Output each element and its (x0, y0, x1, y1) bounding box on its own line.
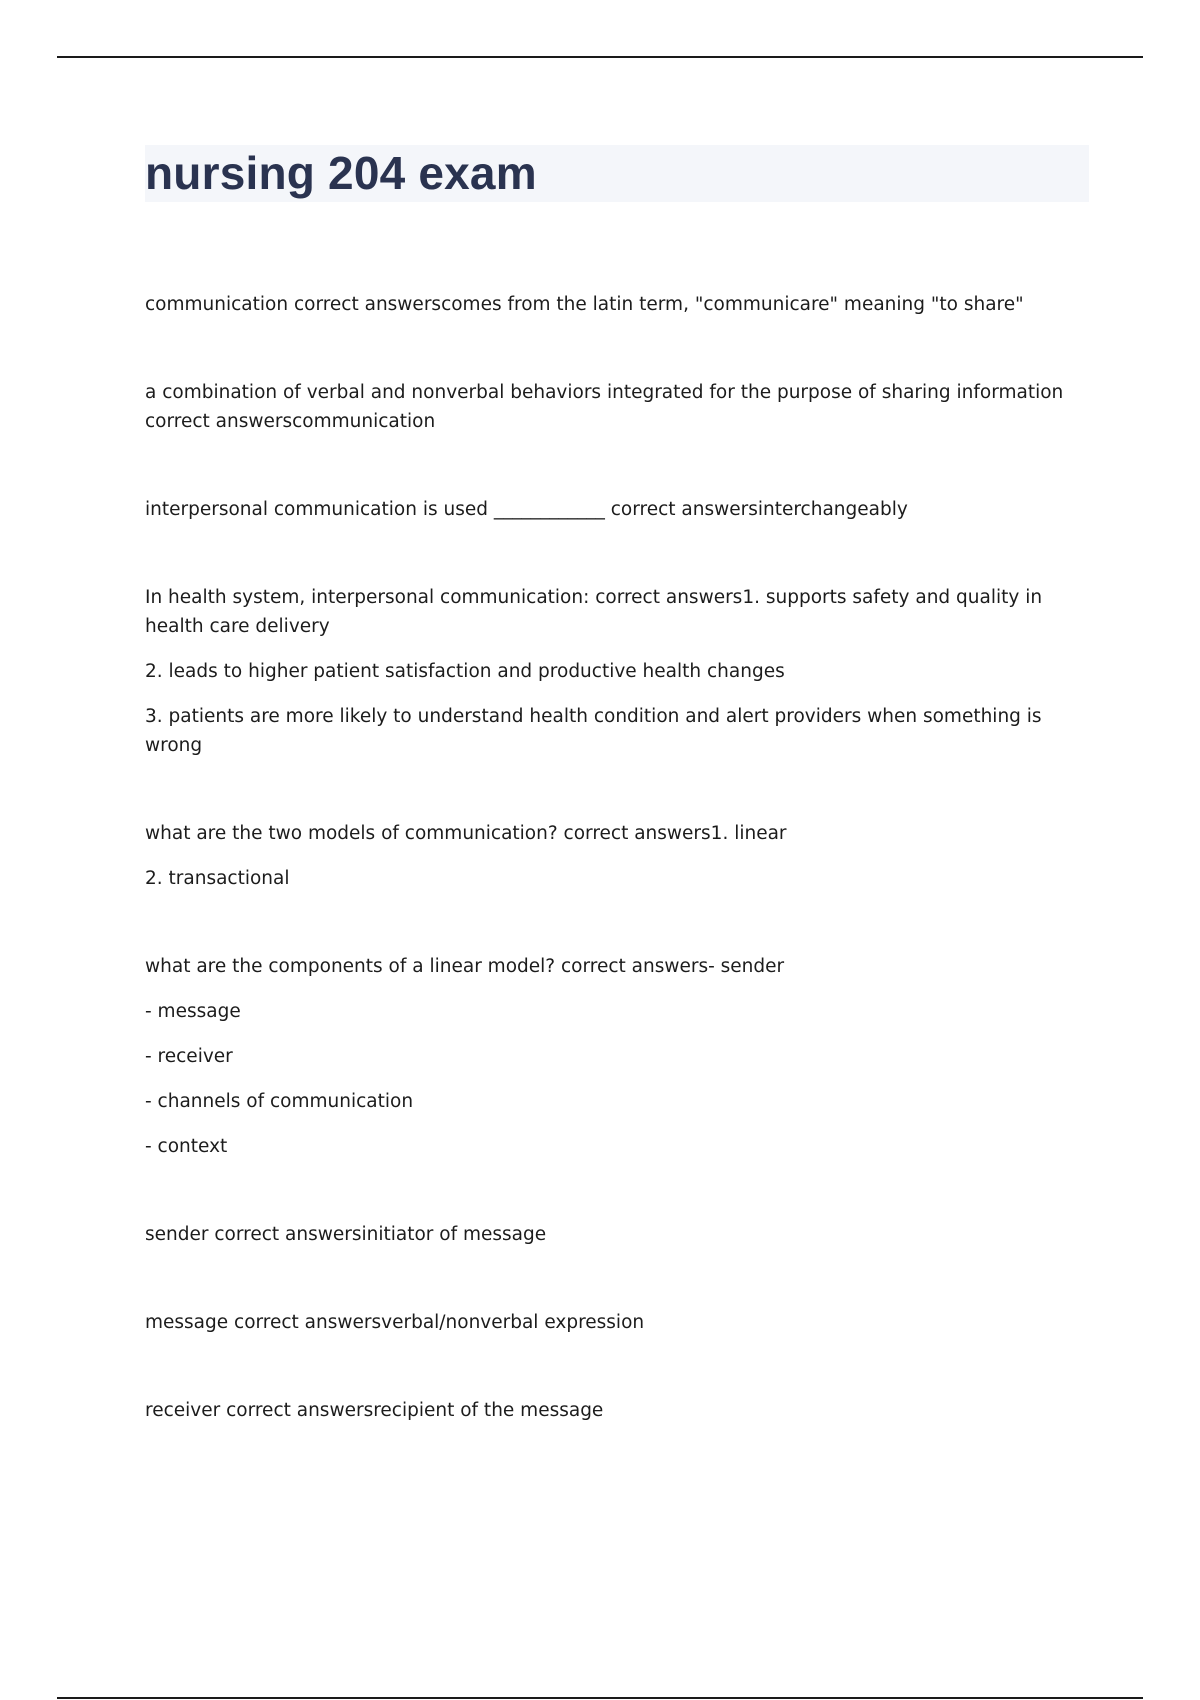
entry-line: what are the two models of communication? correct answers1. linear (145, 823, 787, 844)
entry-line: a combination of verbal and nonverbal behaviors integrated for the purpose of sharing information correct answerscommunication (145, 382, 1064, 432)
entry-line: - receiver (145, 1046, 233, 1067)
entry-line: receiver correct answersrecipient of the message (145, 1400, 604, 1421)
entry-line: 2. transactional (145, 868, 290, 889)
entry-line: message correct answersverbal/nonverbal expression (145, 1312, 645, 1333)
entry-line: communication correct answerscomes from the latin term, "communicare" meaning "to share" (145, 294, 1024, 315)
entry-line: - channels of communication (145, 1091, 414, 1112)
bottom-rule (57, 1697, 1143, 1699)
top-rule (57, 56, 1143, 58)
qa-entry (145, 1396, 1085, 1425)
entry-line: - message (145, 1001, 241, 1022)
qa-entry (145, 1308, 1085, 1337)
entry-line: sender correct answersinitiator of message (145, 1224, 547, 1245)
qa-entry (145, 495, 1085, 524)
qa-entry (145, 1220, 1085, 1249)
entry-line: - context (145, 1136, 228, 1157)
entry-line: In health system, interpersonal communication: correct answers1. supports safety and quality in health care delivery (145, 587, 1043, 637)
document-title: nursing 204 exam (145, 147, 537, 199)
qa-entry (145, 952, 1085, 1161)
qa-entry (145, 583, 1085, 760)
qa-entry (145, 819, 1085, 893)
qa-entry (145, 290, 1085, 319)
entry-line: 3. patients are more likely to understand health condition and alert providers when something is wrong (145, 706, 1042, 756)
document-body (145, 290, 1085, 1484)
entry-line: interpersonal communication is used ____________ correct answersinterchangeably (145, 499, 908, 520)
entry-line: what are the components of a linear model? correct answers- sender (145, 956, 785, 977)
entry-line: 2. leads to higher patient satisfaction and productive health changes (145, 661, 785, 682)
qa-entry (145, 378, 1085, 436)
